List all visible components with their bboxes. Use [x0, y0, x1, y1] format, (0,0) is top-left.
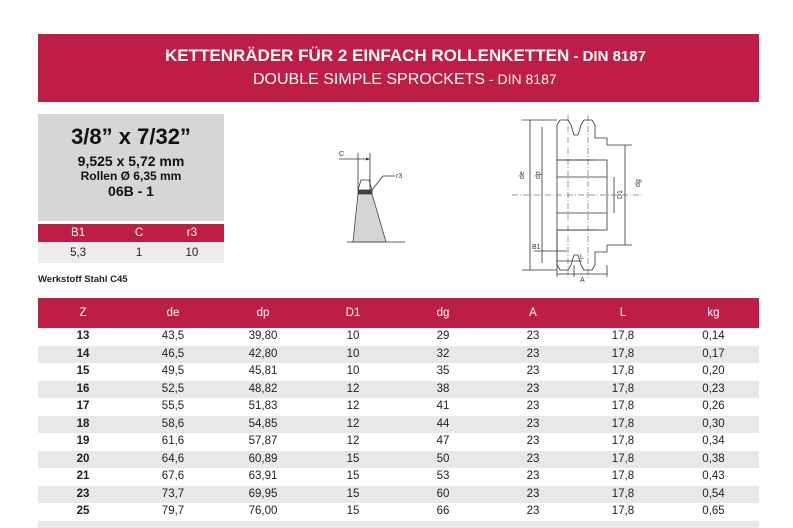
cell-kg: 0,17 [668, 346, 759, 364]
cell-d1: 12 [308, 416, 398, 434]
cell-de: 67,6 [161, 470, 185, 483]
cell-a: 23 [526, 330, 540, 343]
cell-dp: 60,89 [218, 451, 308, 469]
cell-kg: 0,23 [668, 381, 759, 399]
cell-a: 23 [526, 470, 540, 483]
label-b1: B1 [532, 244, 541, 251]
label-de: de [519, 171, 526, 179]
header-r3: r3 [160, 224, 224, 242]
label-a: A [580, 277, 585, 284]
table-row [38, 468, 759, 486]
cell-de: 49,5 [161, 365, 185, 378]
title-banner [38, 34, 759, 102]
label-l: L [580, 254, 584, 261]
cell-d1: 15 [308, 451, 398, 469]
cell-dg: 66 [436, 505, 450, 518]
table-row [38, 503, 759, 521]
cell-z: 25 [76, 505, 90, 518]
value-b1: 5,3 [38, 242, 118, 263]
cell-dp: 57,87 [248, 435, 278, 448]
table-row [38, 363, 759, 381]
sprocket-table [38, 298, 759, 521]
cell-a: 23 [488, 381, 578, 399]
roller-diameter: Rollen Ø 6,35 mm [80, 169, 182, 183]
cell-l: 17,8 [578, 486, 668, 504]
col-header-de: de [128, 298, 218, 328]
cell-d1: 10 [308, 346, 398, 364]
table-row [38, 486, 759, 504]
cell-de: 43,5 [161, 330, 185, 343]
cell-z: 15 [76, 365, 90, 378]
cell-d1: 15 [346, 505, 360, 518]
cell-d1: 15 [346, 470, 360, 483]
cell-dp: 54,85 [218, 416, 308, 434]
cell-l: 17,8 [578, 416, 668, 434]
cell-z: 23 [38, 486, 128, 504]
cell-kg: 0,38 [668, 451, 759, 469]
cell-dg: 50 [398, 451, 488, 469]
col-header-dp: dp [218, 298, 308, 328]
table-row [38, 416, 759, 434]
cell-de: 61,6 [161, 435, 185, 448]
cell-dg: 32 [398, 346, 488, 364]
cell-kg: 0,43 [702, 470, 725, 483]
cell-de: 79,7 [161, 505, 185, 518]
chain-pitch: 3/8” x 7/32” [71, 124, 191, 149]
cell-a: 23 [526, 365, 540, 378]
cell-d1: 12 [308, 381, 398, 399]
cell-a: 23 [526, 400, 540, 413]
col-header-z: Z [38, 298, 128, 328]
header-b1: B1 [38, 224, 118, 242]
cell-l: 17,8 [611, 400, 635, 413]
table-row [38, 328, 759, 346]
table-row [38, 398, 759, 416]
cell-z: 18 [38, 416, 128, 434]
header-c: C [118, 224, 160, 242]
tooth-profile-drawing [325, 145, 415, 250]
cell-de: 46,5 [128, 346, 218, 364]
cell-a: 23 [488, 486, 578, 504]
value-c: 1 [118, 242, 160, 263]
cell-d1: 10 [346, 365, 360, 378]
cell-kg: 0,54 [668, 486, 759, 504]
cell-l: 17,8 [578, 346, 668, 364]
cell-l: 17,8 [578, 451, 668, 469]
cell-dg: 41 [436, 400, 450, 413]
title-german: KETTENRÄDER FÜR 2 EINFACH ROLLENKETTEN - DIN 8187 [165, 46, 646, 65]
col-header-l: L [578, 298, 668, 328]
cell-dg: 47 [436, 435, 450, 448]
cell-a: 23 [488, 346, 578, 364]
table-row [38, 433, 759, 451]
cell-l: 17,8 [611, 435, 635, 448]
cell-z: 21 [76, 470, 90, 483]
cell-d1: 15 [308, 486, 398, 504]
cell-dp: 45,81 [248, 365, 278, 378]
label-d1: D1 [617, 190, 624, 199]
col-header-kg: kg [668, 298, 759, 328]
cell-kg: 0,30 [668, 416, 759, 434]
cell-kg: 0,34 [702, 435, 725, 448]
cell-d1: 12 [346, 400, 360, 413]
cell-d1: 12 [346, 435, 360, 448]
label-dp: dp [535, 171, 542, 179]
cell-dg: 29 [436, 330, 450, 343]
cell-de: 73,7 [128, 486, 218, 504]
cell-l: 17,8 [611, 470, 635, 483]
cell-l: 17,8 [578, 381, 668, 399]
cell-a: 23 [526, 435, 540, 448]
title-english-norm: - DIN 8187 [485, 71, 557, 87]
cell-dp: 42,80 [218, 346, 308, 364]
cell-dp: 76,00 [248, 505, 278, 518]
cell-z: 16 [38, 381, 128, 399]
cell-dg: 60 [398, 486, 488, 504]
title-german-norm: - DIN 8187 [569, 48, 646, 65]
label-c: C [339, 151, 345, 158]
cell-dg: 35 [436, 365, 450, 378]
cell-z: 17 [76, 400, 90, 413]
label-dg: dg [635, 179, 642, 187]
cell-dp: 69,95 [218, 486, 308, 504]
cell-kg: 0,20 [702, 365, 725, 378]
cell-l: 17,8 [611, 330, 635, 343]
cell-dg: 44 [398, 416, 488, 434]
cell-dp: 51,83 [248, 400, 278, 413]
cell-d1: 10 [346, 330, 360, 343]
cell-dp: 63,91 [248, 470, 278, 483]
cell-l: 17,8 [611, 505, 635, 518]
cell-z: 13 [76, 330, 90, 343]
col-header-d1: D1 [308, 298, 398, 328]
cell-de: 52,5 [128, 381, 218, 399]
cell-de: 64,6 [128, 451, 218, 469]
cell-de: 58,6 [128, 416, 218, 434]
tooth-profile-table [38, 224, 224, 263]
sprocket-section-drawing [512, 115, 652, 285]
col-header-a: A [488, 298, 578, 328]
cell-de: 55,5 [161, 400, 185, 413]
cell-a: 23 [488, 416, 578, 434]
cell-kg: 0,26 [702, 400, 725, 413]
title-english: DOUBLE SIMPLE SPROCKETS - DIN 8187 [253, 71, 557, 88]
chain-code: 06B - 1 [108, 183, 154, 199]
table-row [38, 346, 759, 364]
cell-dp: 48,82 [218, 381, 308, 399]
cell-l: 17,8 [611, 365, 635, 378]
cell-z: 20 [38, 451, 128, 469]
material-note: Werkstoff Stahl C45 [38, 274, 128, 285]
cell-z: 19 [76, 435, 90, 448]
cell-dg: 53 [436, 470, 450, 483]
cell-dg: 38 [398, 381, 488, 399]
cell-kg: 0,14 [702, 330, 725, 343]
table-header-row [38, 298, 759, 328]
table-row [38, 451, 759, 469]
chain-spec-box [38, 114, 224, 221]
cell-z: 14 [38, 346, 128, 364]
col-header-dg: dg [398, 298, 488, 328]
cell-a: 23 [526, 505, 540, 518]
cell-dp: 39,80 [248, 330, 278, 343]
table-continuation [38, 521, 759, 528]
label-r3: r3 [396, 173, 403, 180]
cell-kg: 0,65 [702, 505, 725, 518]
chain-pitch-mm: 9,525 x 5,72 mm [77, 153, 185, 169]
cell-a: 23 [488, 451, 578, 469]
value-r3: 10 [160, 242, 224, 263]
table-row [38, 381, 759, 399]
